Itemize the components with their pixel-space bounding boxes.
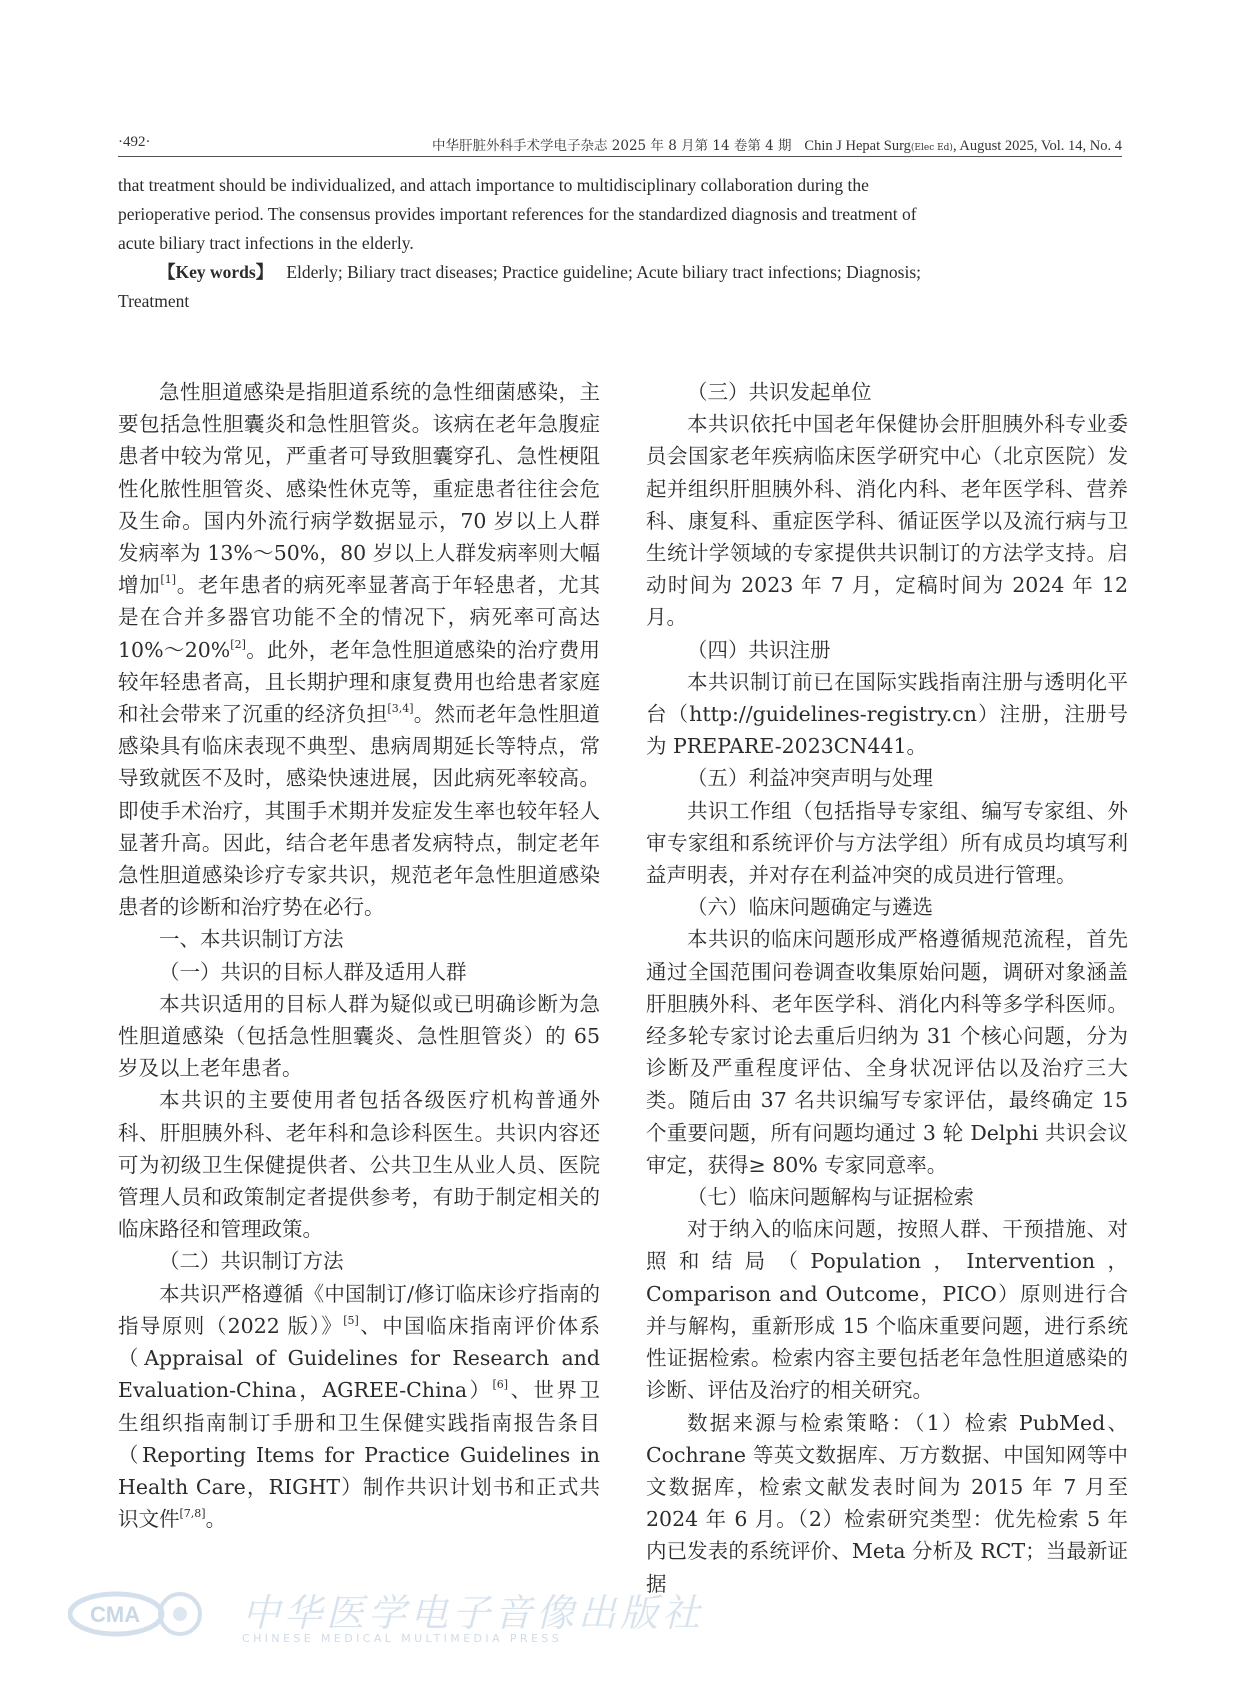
journal-edition: (Elec Ed)	[910, 143, 953, 153]
citation: [6]	[492, 1378, 509, 1392]
section-heading: 一、本共识制订方法	[159, 927, 344, 952]
citation: [2]	[230, 637, 246, 651]
keywords-list: Elderly; Biliary tract diseases; Practice guideline; Acute biliary tract infections; Diagnosis; Treatment	[118, 262, 922, 311]
page-number: ·492·	[118, 134, 151, 150]
subsection-heading: （四）共识注册	[687, 637, 831, 662]
journal-issue-en: , August 2025, Vol. 14, No. 4	[952, 138, 1122, 154]
body-paragraph: 本共识制订前已在国际实践指南注册与透明化平台（http://guidelines-registry.cn）注册，注册号为 PREPARE-2023CN441。	[646, 669, 1128, 759]
publisher-name-cn: 中华医学电子音像出版社	[242, 1591, 705, 1635]
citation: [5]	[343, 1313, 359, 1327]
logo-text: CMA	[90, 1602, 141, 1627]
header-rule	[118, 156, 1122, 157]
body-paragraph: 本共识的主要使用者包括各级医疗机构普通外科、肝胆胰外科、老年科和急诊科医生。共识内容还可为初级卫生保健提供者、公共卫生从业人员、医院管理人员和政策制定者提供参考，有助于制定相关的临床路径和管理政策。	[118, 1088, 600, 1242]
intro-paragraph: 急性胆道感染是指胆道系统的急性细菌感染，主要包括急性胆囊炎和急性胆管炎。该病在老年急腹症患者中较为常见，严重者可导致胆囊穿孔、急性梗阻性化脓性胆管炎、感染性休克等，重症患者往往会危及生命。国内外流行病学数据显示，70 岁以上人群发病率为 13%～50%，80 岁以上人群发病率则大幅增加[1]。老年患者的病死率显著高于年轻患者，尤其是在合并多器官功能不全的情况下，病死率可高达 10%～20%[2]。此外，老年急性胆道感染的治疗费用较年轻患者高，且长期护理和康复费用也给患者家庭和社会带来了沉重的经济负担[3,4]。然而老年急性胆道感染具有临床表现不典型、患病周期延长等特点，常导致就医不及时，感染快速进展，因此病死率较高。即使手术治疗，其围手术期并发症发生率也较年轻人显著升高。因此，结合老年患者发病特点，制定老年急性胆道感染诊疗专家共识，规范老年急性胆道感染患者的诊断和治疗势在必行。	[118, 380, 601, 920]
body-paragraph: 数据来源与检索策略：（1）检索 PubMed、Cochrane 等英文数据库、万方数据、中国知网等中文数据库，检索文献发表时间为 2015 年 7 月至 2024 年 6 月。（2）检索研究类型：优先检索 5 年内已发表的系统评价、Meta 分析及 RCT；当最新证据	[646, 1410, 1128, 1596]
journal-name-cn: 中华肝脏外科手术学电子杂志 2025 年 8 月第 14 卷第 4 期	[432, 138, 792, 154]
subsection-heading: （五）利益冲突声明与处理	[687, 766, 933, 791]
abstract-text: that treatment should be individualized, and attach importance to multidisciplinary collaboration during the perioperative period. The consensus provides important references for the standardized diagnosis and treatment of acute biliary tract infections in the elderly.	[118, 175, 917, 253]
publisher-logo-icon	[68, 1584, 218, 1640]
body-paragraph: 共识工作组（包括指导专家组、编写专家组、外审专家组和系统评价与方法学组）所有成员均填写利益声明表，并对存在利益冲突的成员进行管理。	[646, 798, 1128, 888]
journal-name-en: Chin J Hepat Surg	[804, 138, 911, 154]
abstract-tail	[118, 171, 950, 316]
citation: [1]	[160, 573, 176, 587]
body-paragraph: 本共识严格遵循《中国制订/修订临床诊疗指南的指导原则（2022 版）》[5]、中国临床指南评价体系（Appraisal of Guidelines for Research and Evaluation-China，AGREE-China）[6]、世界卫生组织指南制订手册和卫生保健实践指南报告条目（Reporting Items for Practice Guidelines in Health Care，RIGHT）制作共识计划书和正式共识文件[7,8]。	[118, 1281, 601, 1532]
citation: [3,4]	[387, 702, 414, 716]
keywords-label: 【Key words】	[158, 262, 274, 282]
publisher-name-en: CHINESE MEDICAL MULTIMEDIA PRESS	[242, 1632, 563, 1645]
left-column	[118, 376, 600, 1535]
body-paragraph: 本共识依托中国老年保健协会肝胆胰外科专业委员会国家老年疾病临床医学研究中心（北京医院）发起并组织肝胆胰外科、消化内科、老年医学科、营养科、康复科、重症医学科、循证医学以及流行病与卫生统计学领域的专家提供共识制订的方法学支持。启动时间为 2023 年 7 月，定稿时间为 2024 年 12 月。	[646, 412, 1128, 630]
body-paragraph: 本共识的临床问题形成严格遵循规范流程，首先通过全国范围问卷调查收集原始问题，调研对象涵盖肝胆胰外科、老年医学科、消化内科等多学科医师。经多轮专家讨论去重后归纳为 31 个核心问题，分为诊断及严重程度评估、全身状况评估以及治疗三大类。随后由 37 名共识编写专家评估，最终确定 15 个重要问题，所有问题均通过 3 轮 Delphi 共识会议审定，获得≥ 80% 专家同意率。	[646, 927, 1128, 1177]
subsection-heading: （二）共识制订方法	[159, 1249, 344, 1274]
citation: [7,8]	[179, 1507, 206, 1521]
journal-citation	[432, 134, 1122, 155]
body-paragraph: 本共识适用的目标人群为疑似或已明确诊断为急性胆道感染（包括急性胆囊炎、急性胆管炎）的 65 岁及以上老年患者。	[118, 991, 600, 1081]
keywords	[118, 258, 950, 316]
body-paragraph: 对于纳入的临床问题，按照人群、干预措施、对照和结局（Population，Intervention，Comparison and Outcome，PICO）原则进行合并与解构，重新形成 15 个临床重要问题，进行系统性证据检索。检索内容主要包括老年急性胆道感染的诊断、评估及治疗的相关研究。	[646, 1217, 1128, 1403]
subsection-heading: （七）临床问题解构与证据检索	[687, 1185, 974, 1210]
right-column	[646, 376, 1128, 1600]
subsection-heading: （三）共识发起单位	[687, 380, 872, 404]
subsection-heading: （六）临床问题确定与遴选	[687, 895, 933, 920]
subsection-heading: （一）共识的目标人群及适用人群	[159, 959, 467, 984]
